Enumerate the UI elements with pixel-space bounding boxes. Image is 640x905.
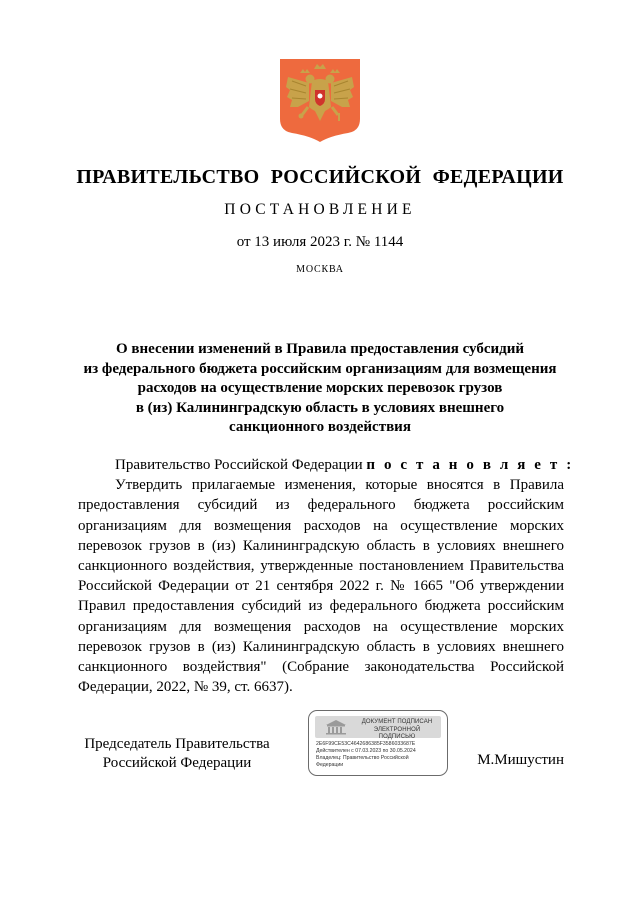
body-line: санкционного воздействия" (Собрание законодательства Российской: [78, 658, 564, 675]
subject-line: в (из) Калининградскую область в условиях внешнего: [135, 399, 505, 416]
subject-line: санкционного воздействия: [229, 419, 411, 435]
stamp-title: [355, 719, 439, 742]
signatory-position-line: Российской Федерации: [102, 755, 252, 771]
document-subject: [60, 340, 580, 438]
body-line: Российской Федерации от 21 сентября 2022 г. № 1665 "Об утверждении: [78, 578, 564, 595]
body-line: Федерации, 2022, № 39, ст. 6637).: [78, 679, 293, 696]
stamp-title-line: ЭЛЕКТРОННОЙ ПОДПИСЬЮ: [373, 726, 421, 740]
subject-line: О внесении изменений в Правила предоставления субсидий: [115, 341, 525, 357]
coat-of-arms-icon: [278, 57, 362, 143]
signatory-position: [78, 735, 276, 773]
stamp-certificate: 2E6F99CE53C4642686385F3586033687E: [316, 741, 416, 747]
stamp-header: [315, 716, 441, 738]
body-line: перевозок грузов в (из) Калининградскую область в условиях внешнего: [78, 537, 564, 554]
document-type: ПОСТАНОВЛЕНИЕ: [224, 201, 416, 218]
preamble-decree-word: п о с т а н о в л я е т :: [366, 457, 574, 473]
stamp-validity: Действителен с 07.03.2023 по 30.05.2024: [316, 748, 416, 754]
body-line: перевозок грузов в (из) Калининградскую область в условиях внешнего: [78, 638, 564, 655]
document-city: МОСКВА: [296, 264, 344, 275]
stamp-details: [316, 741, 444, 769]
signatory-position-line: Председатель Правительства: [84, 736, 270, 752]
stamp-owner: Владелец: Правительство Российской: [316, 755, 409, 761]
preamble-text: Правительство Российской Федерации: [115, 457, 367, 473]
preamble-line: [78, 455, 574, 475]
document-body: [78, 455, 574, 697]
subject-line: из федерального бюджета российским организациям для возмещения: [83, 360, 557, 377]
government-building-icon: [322, 719, 350, 735]
stamp-title-line: ДОКУМЕНТ ПОДПИСАН: [361, 719, 433, 725]
body-line: организациям для возмещения расходов на осуществление морских: [78, 517, 564, 534]
body-line: предоставления субсидий из федерального бюджета российским: [78, 497, 564, 514]
body-line: Утвердить прилагаемые изменения, которые вносятся в Правила: [115, 477, 564, 494]
body-line: организациям для возмещения расходов на осуществление морских: [78, 618, 564, 635]
subject-line: расходов на осуществление морских перевозок грузов: [137, 380, 503, 396]
document-date-number: от 13 июля 2023 г. № 1144: [236, 234, 404, 250]
body-line: санкционного воздействия, утвержденные постановлением Правительства: [78, 557, 564, 574]
body-line: Правил предоставления субсидий из федерального бюджета российским: [78, 598, 564, 615]
stamp-owner: Федерации: [316, 762, 344, 768]
signatory-name: М.Мишустин: [477, 752, 564, 768]
government-title: ПРАВИТЕЛЬСТВО РОССИЙСКОЙ ФЕДЕРАЦИИ: [76, 166, 564, 188]
electronic-signature-stamp: [308, 710, 448, 776]
